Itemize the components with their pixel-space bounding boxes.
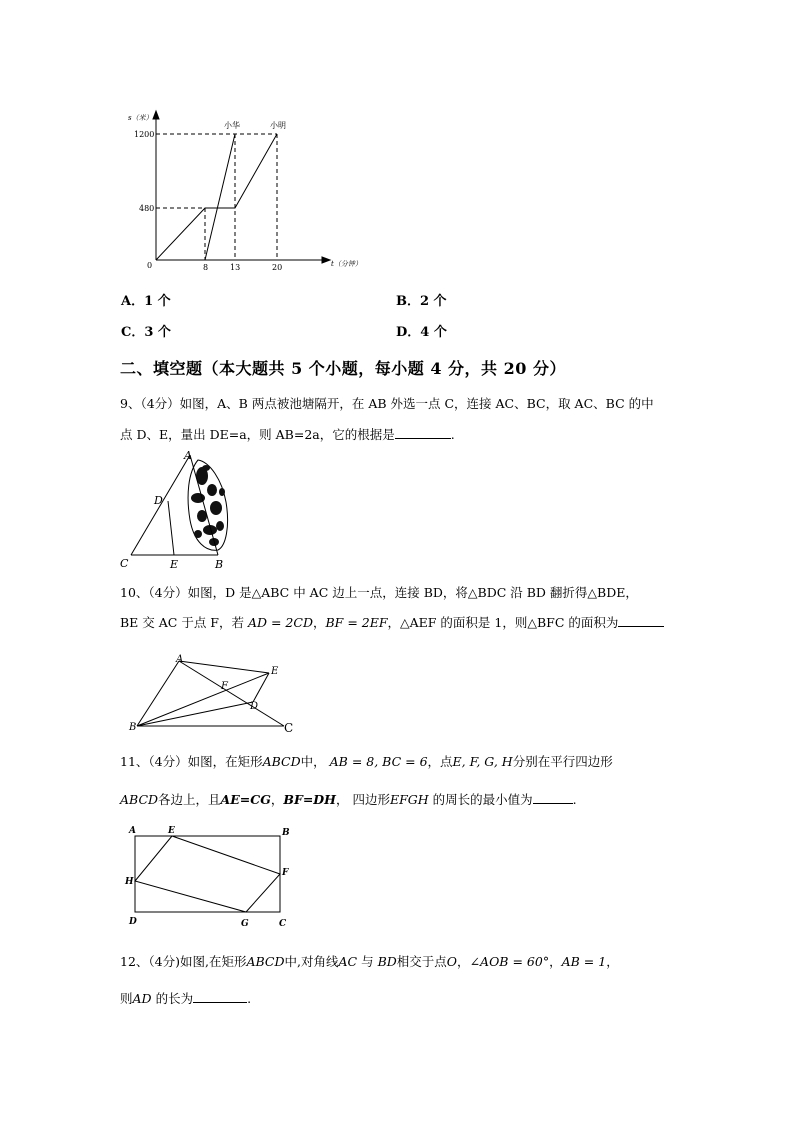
q11-text-e: 各边上，且 bbox=[158, 792, 221, 807]
point-B: B bbox=[129, 722, 137, 733]
option-b: B．2 个 bbox=[396, 294, 447, 309]
point-E: E bbox=[168, 826, 175, 836]
q11-figure bbox=[120, 820, 300, 932]
point-C: C bbox=[284, 721, 294, 735]
q11-sep: ， bbox=[270, 792, 284, 807]
point-G: G bbox=[241, 919, 249, 929]
series-xiaoming bbox=[156, 134, 277, 260]
option-c: C．3 个 bbox=[121, 325, 171, 340]
point-A: A bbox=[129, 826, 136, 836]
q11-text-c: ，点 bbox=[427, 754, 453, 769]
q10-text-b: ，△AEF 的面积是 1，则△BFC 的面积为 bbox=[387, 615, 619, 630]
y-axis-arrow bbox=[153, 111, 159, 119]
point-E: E bbox=[170, 558, 179, 571]
section-title: 二、填空题（本大题共 5 个小题，每小题 4 分，共 20 分） bbox=[120, 359, 566, 378]
point-A: A bbox=[176, 654, 184, 665]
x-axis-arrow bbox=[322, 257, 330, 263]
q12-text-b: 中,对角线 bbox=[284, 954, 339, 969]
q9-line2 bbox=[120, 426, 455, 443]
q9-line1: 9、（4分）如图，A、B 两点被池塘隔开，在 AB 外选一点 C，连接 AC、BC，取 AC、BC 的中 bbox=[120, 396, 654, 411]
point-H: H bbox=[125, 877, 134, 887]
q12-text-f: 则 bbox=[120, 991, 133, 1006]
point-C: C bbox=[120, 557, 129, 570]
label-xiaoming: 小明 bbox=[270, 121, 286, 130]
q11-efgh: EFGH bbox=[389, 792, 429, 807]
q12-o: O bbox=[446, 954, 458, 969]
q10-expr-ad: AD = 2CD bbox=[247, 615, 313, 630]
x-tick-20: 20 bbox=[272, 263, 283, 272]
q9-figure bbox=[114, 446, 244, 574]
q12-abcd: ABCD bbox=[246, 954, 285, 969]
origin-label: 0 bbox=[147, 261, 153, 270]
x-axis-label: t（分钟） bbox=[331, 260, 362, 268]
q11-cond1: AE=CG bbox=[220, 792, 271, 807]
option-d: D．4 个 bbox=[396, 325, 447, 340]
point-B: B bbox=[282, 828, 290, 838]
q10-figure bbox=[124, 652, 304, 736]
x-tick-8: 8 bbox=[203, 263, 209, 272]
q12-text-d: 相交于点 bbox=[396, 954, 447, 969]
q12-answer-blank[interactable] bbox=[193, 990, 247, 1003]
y-tick-1200: 1200 bbox=[134, 130, 155, 139]
q12-bd: BD bbox=[377, 954, 397, 969]
point-D: D bbox=[154, 494, 163, 507]
seg-AB bbox=[137, 661, 179, 726]
seg-AC bbox=[179, 661, 284, 726]
q9-text: 点 D、E，量出 DE=a，则 AB=2a，它的根据是 bbox=[120, 427, 395, 442]
q12-ac: AC bbox=[338, 954, 358, 969]
q10-expr-bf: BF = 2EF bbox=[325, 615, 388, 630]
q12-period: . bbox=[247, 991, 252, 1006]
q11-line1 bbox=[120, 754, 613, 770]
q11-text-a: 11、（4分）如图，在矩形 bbox=[120, 754, 263, 769]
point-F: F bbox=[282, 868, 289, 878]
segment-DE bbox=[168, 501, 174, 555]
rect-ABCD bbox=[135, 836, 280, 912]
q12-ab: AB = 1 bbox=[561, 954, 607, 969]
q11-text-f: ， 四边形 bbox=[335, 792, 390, 807]
distance-time-graph bbox=[120, 108, 380, 278]
q12-text-g: 的长为 bbox=[155, 991, 194, 1006]
q11-expr: AB = 8, BC = 6 bbox=[329, 754, 428, 769]
q11-period: . bbox=[572, 792, 577, 807]
q12-line2 bbox=[120, 990, 251, 1007]
q11-text-d: 分别在平行四边形 bbox=[512, 754, 613, 769]
q10-line2 bbox=[120, 614, 664, 631]
q12-line1 bbox=[120, 954, 619, 970]
q10-answer-blank[interactable] bbox=[618, 614, 664, 627]
quad-EFGH bbox=[135, 836, 280, 912]
q11-abcd-2: ABCD bbox=[120, 792, 159, 807]
q11-line2 bbox=[120, 791, 577, 808]
q11-cond2: BF=DH bbox=[283, 792, 336, 807]
seg-DE bbox=[253, 673, 269, 702]
seg-BE bbox=[137, 673, 269, 726]
point-E: E bbox=[271, 666, 279, 677]
point-A: A bbox=[184, 449, 192, 462]
pond-shape bbox=[188, 460, 228, 550]
q10-line1: 10、（4分）如图，D 是△ABC 中 AC 边上一点，连接 BD，将△BDC 沿 BD 翻折得△BDE， bbox=[120, 585, 638, 600]
q12-sep: ， bbox=[457, 954, 470, 969]
seg-AE bbox=[179, 661, 269, 673]
q12-text-c: 与 bbox=[361, 954, 374, 969]
point-F: F bbox=[221, 681, 228, 692]
point-C: C bbox=[279, 919, 287, 929]
q12-sep-2: ， bbox=[549, 954, 562, 969]
q9-answer-blank[interactable] bbox=[395, 426, 451, 439]
x-tick-13: 13 bbox=[230, 263, 241, 272]
q11-answer-blank[interactable] bbox=[533, 791, 573, 804]
point-B: B bbox=[215, 558, 224, 571]
q10-text-a: BE 交 AC 于点 F，若 bbox=[120, 615, 244, 630]
q12-ad: AD bbox=[132, 991, 152, 1006]
seg-BD bbox=[137, 702, 253, 726]
point-D: D bbox=[129, 917, 137, 927]
q11-text-g: 的周长的最小值为 bbox=[432, 792, 533, 807]
q11-points: E, F, G, H bbox=[452, 754, 513, 769]
q9-period: . bbox=[450, 427, 455, 442]
y-tick-480: 480 bbox=[139, 204, 155, 213]
q11-abcd: ABCD bbox=[262, 754, 301, 769]
q11-text-b: 中， bbox=[300, 754, 326, 769]
y-axis-label: s（米） bbox=[128, 114, 153, 122]
option-a: A．1 个 bbox=[121, 294, 171, 309]
q12-text-e: ， bbox=[606, 954, 619, 969]
point-D: D bbox=[250, 701, 259, 712]
series-xiaohua bbox=[205, 134, 235, 260]
q12-text-a: 12、（4分)如图,在矩形 bbox=[120, 954, 247, 969]
q10-sep: ， bbox=[312, 615, 326, 630]
label-xiaohua: 小华 bbox=[224, 121, 240, 130]
q12-angle: ∠AOB = 60° bbox=[469, 954, 550, 969]
